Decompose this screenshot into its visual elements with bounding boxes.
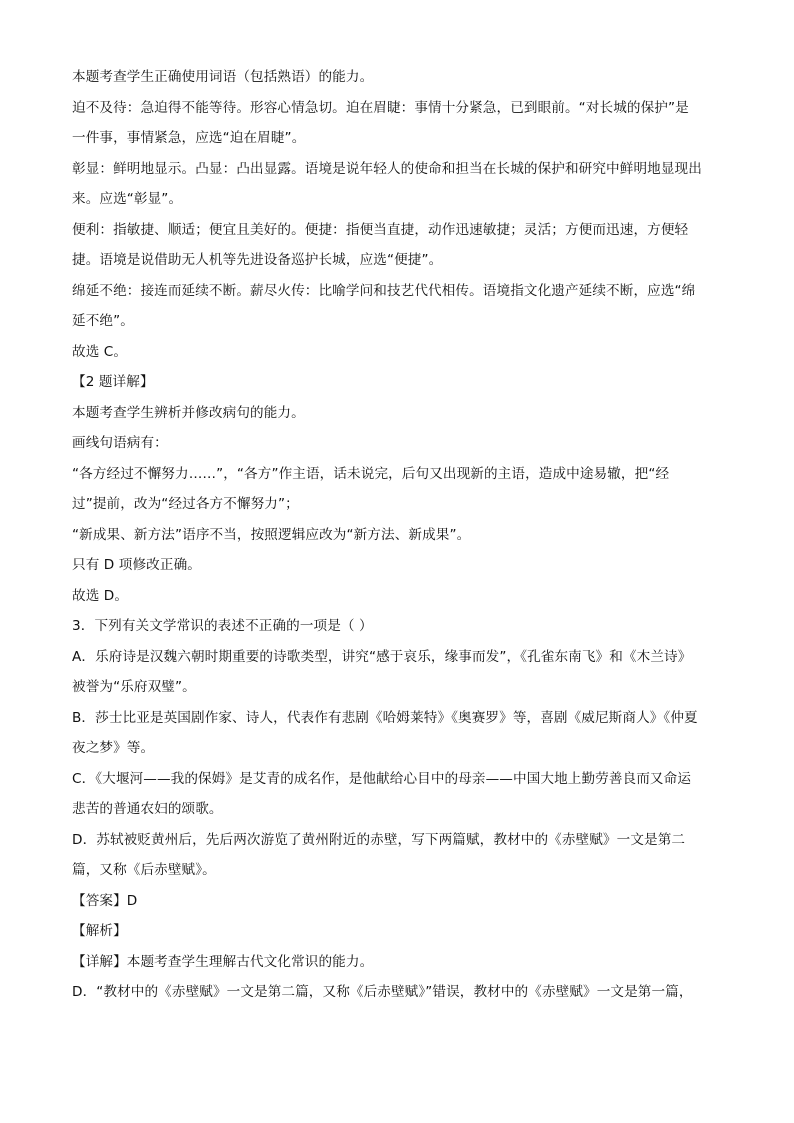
option-b-continued: 夜之梦》等。 — [72, 740, 155, 756]
text-line: 迫不及待：急迫得不能等待。形容心情急切。迫在眉睫：事情十分紧急，已到眼前。“对长城的保护”是 — [72, 99, 689, 116]
text-line: 只有 D 项修改正确。 — [72, 557, 201, 573]
option-a: A．乐府诗是汉魏六朝时期重要的诗歌类型，讲究“感于哀乐，缘事而发”，《孔雀东南飞》和《木兰诗》 — [72, 648, 692, 665]
text-line: D．“教材中的《赤壁赋》一文是第二篇，又称《后赤壁赋》”错误，教材中的《赤壁赋》一文是第一篇， — [72, 984, 693, 1000]
option-b: B．莎士比亚是英国剧作家、诗人，代表作有悲剧《哈姆莱特》《奥赛罗》等，喜剧《威尼斯商人》《仲夏 — [72, 709, 698, 726]
text-line: 彰显：鲜明地显示。凸显：凸出显露。语境是说年轻人的使命和担当在长城的保护和研究中鲜明地显现出 — [72, 160, 702, 177]
text-line: 故选 C。 — [72, 343, 128, 360]
text-line: 延不绝”。 — [72, 313, 134, 329]
text-line: 故选 D。 — [72, 587, 129, 604]
text-line: 画线句语病有： — [72, 435, 168, 451]
text-line: 过”提前，改为“经过各方不懈努力”； — [72, 496, 299, 512]
text-line: 【详解】本题考查学生理解古代文化常识的能力。 — [72, 953, 374, 970]
option-d-continued: 篇，又称《后赤壁赋》。 — [72, 862, 216, 878]
text-line: “各方经过不懈努力……”，“各方”作主语，话未说完，后句又出现新的主语，造成中途易辙，把“经 — [72, 465, 670, 482]
question-stem: 3．下列有关文学常识的表述不正确的一项是（ ） — [72, 618, 373, 634]
text-line: 一件事，事情紧急，应选“迫在眉睫”。 — [72, 130, 306, 146]
answer-label: 【答案】D — [72, 892, 138, 909]
text-line: 来。应选“彰显”。 — [72, 191, 183, 207]
text-line: 捷。语境是说借助无人机等先进设备巡护长城，应选“便捷”。 — [72, 252, 443, 268]
option-d: D．苏轼被贬黄州后，先后两次游览了黄州附近的赤壁，写下两篇赋，教材中的《赤壁赋》一文是第二 — [72, 831, 686, 848]
text-line: 本题考查学生辨析并修改病句的能力。 — [72, 404, 305, 421]
option-c: C．《大堰河——我的保姆》是艾青的成名作，是他献给心目中的母亲——中国大地上勤劳善良而又命运 — [72, 770, 692, 787]
text-line: “新成果、新方法”语序不当，按照逻辑应改为“新方法、新成果”。 — [72, 526, 471, 543]
option-a-continued: 被誉为“乐府双璧”。 — [72, 679, 196, 695]
section-heading: 【2 题详解】 — [72, 374, 154, 390]
text-line: 绵延不绝：接连而延续不断。薪尽火传：比喻学问和技艺代代相传。语境指文化遗产延续不断，应选“绵 — [72, 282, 696, 299]
analysis-label: 【解析】 — [72, 923, 127, 939]
text-line: 本题考查学生正确使用词语（包括熟语）的能力。 — [72, 69, 374, 85]
option-c-continued: 悲苦的普通农妇的颂歌。 — [72, 801, 223, 817]
text-line: 便利：指敏捷、顺适；便宜且美好的。便捷：指便当直捷，动作迅速敏捷；灵活；方便而迅速，方便轻 — [72, 221, 689, 238]
